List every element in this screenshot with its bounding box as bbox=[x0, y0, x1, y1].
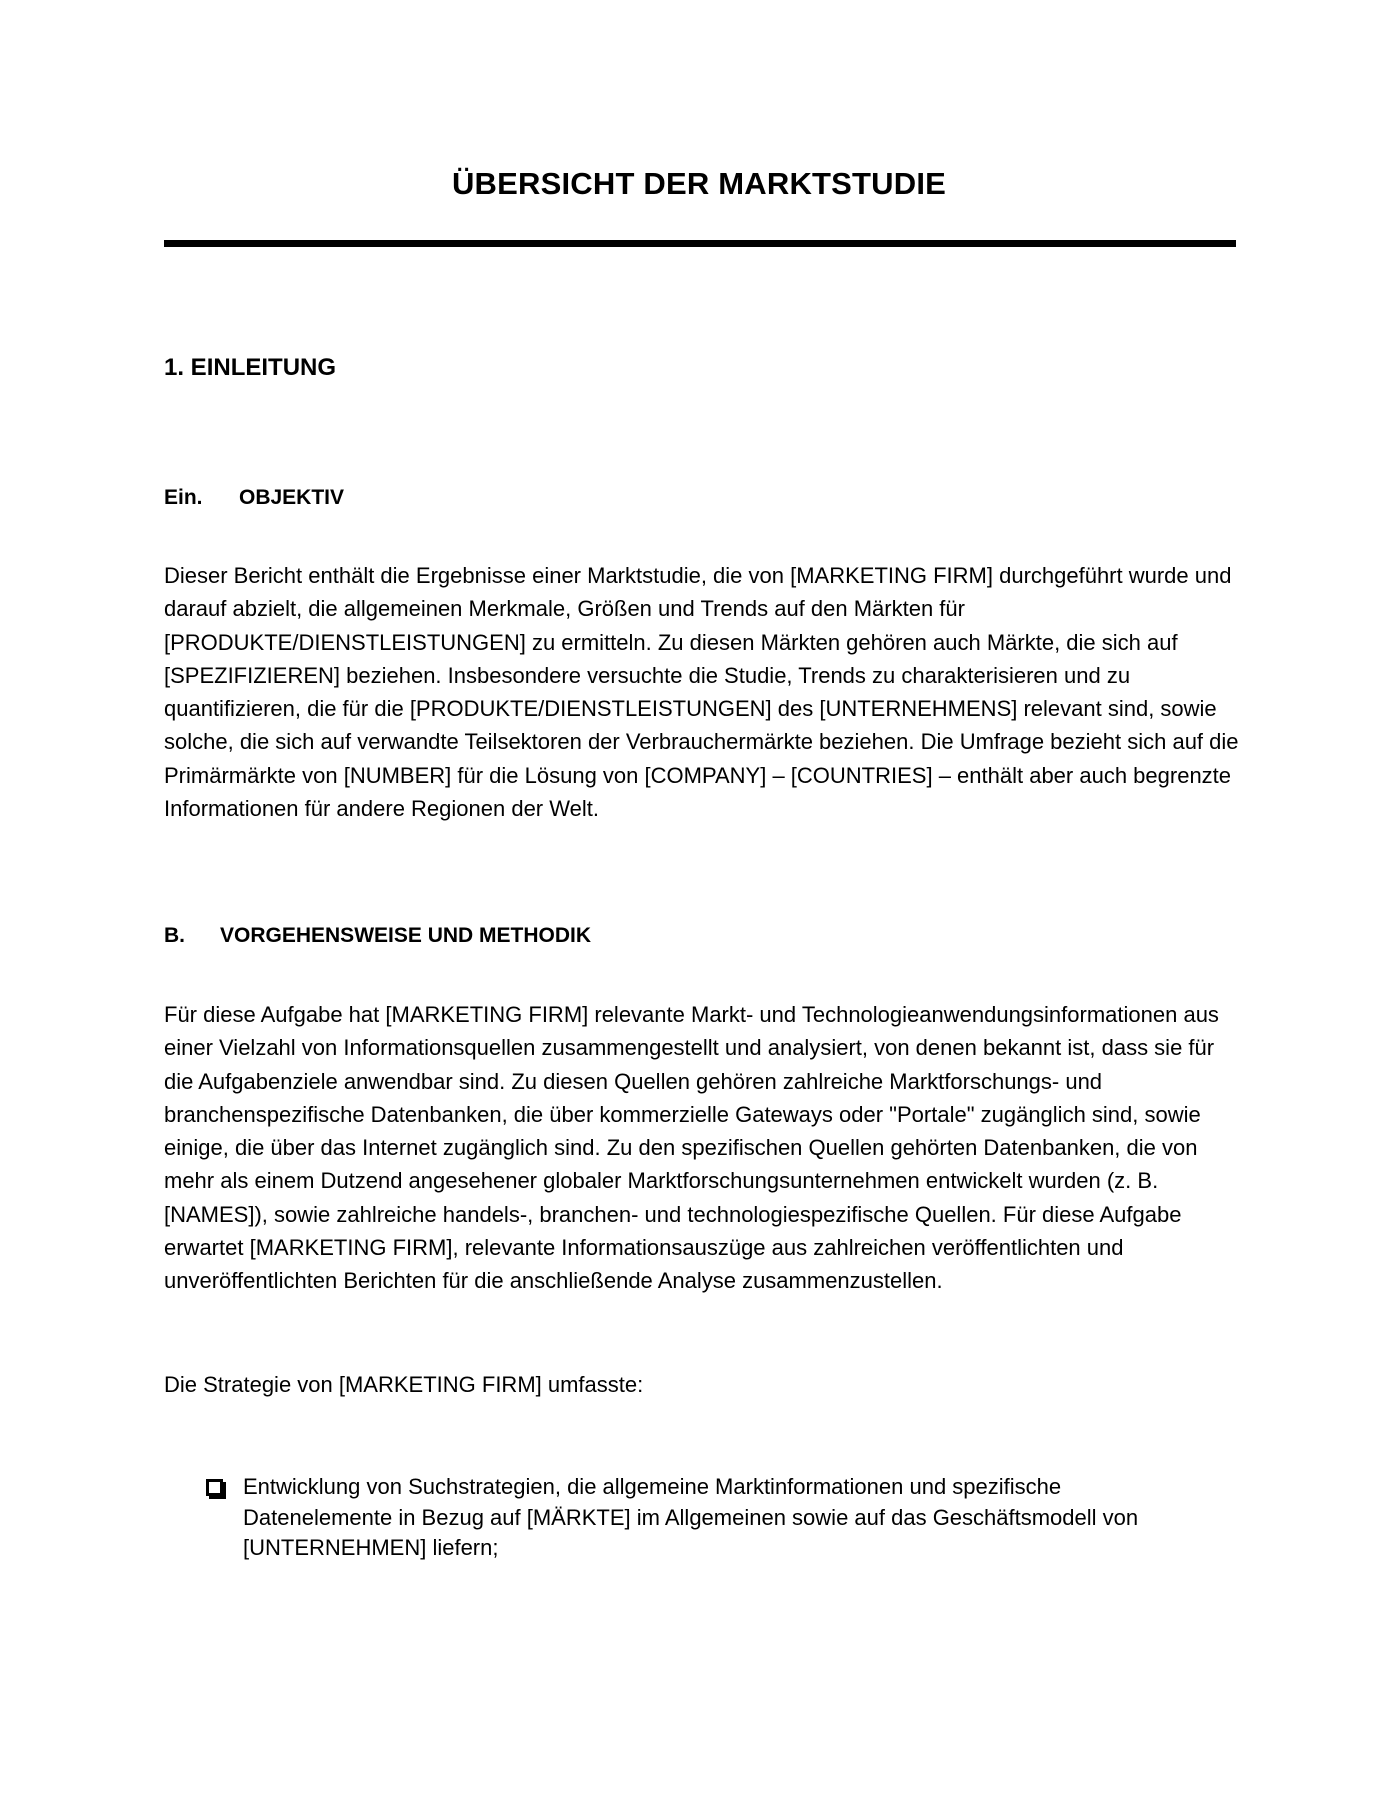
document-title: ÜBERSICHT DER MARKTSTUDIE bbox=[451, 166, 947, 201]
list-item bbox=[206, 1472, 1206, 1564]
subsection-heading-methodology bbox=[164, 924, 591, 948]
subsection-label: B. bbox=[164, 924, 185, 947]
objective-paragraph: Dieser Bericht enthält die Ergebnisse einer Marktstudie, die von [MARKETING FIRM] durchgeführt wurde und darauf abzielt, die allgemeinen Merkmale, Größen und Trends auf den Märkten für [PRODUKTE/DIENSTLEISTUNGEN] zu ermitteln. Zu diesen Märkten gehören auch Märkte, die sich auf [SPEZIFIZIEREN] beziehen. Insbesondere versuchte die Studie, Trends zu charakterisieren und zu quantifizieren, die für die [PRODUKTE/DIENSTLEISTUNGEN] des [UNTERNEHMENS] relevant sind, sowie solche, die sich auf verwandte Teilsektoren der Verbrauchermärkte beziehen. Die Umfrage bezieht sich auf die Primärmärkte von [NUMBER] für die Lösung von [COMPANY] – [COUNTRIES] – enthält aber auch begrenzte Informationen für andere Regionen der Welt. bbox=[164, 563, 1239, 822]
section-heading-introduction: 1. EINLEITUNG bbox=[164, 354, 337, 381]
list-item-text: Entwicklung von Suchstrategien, die allgemeine Marktinformationen und spezifische Datenelemente in Bezug auf [MÄRKTE] im Allgemeinen sowie auf das Geschäftsmodell von [UNTERNEHMEN] liefern; bbox=[243, 1474, 1139, 1560]
checkbox-icon bbox=[206, 1479, 223, 1496]
subsection-heading-objective bbox=[164, 486, 344, 510]
subsection-title: VORGEHENSWEISE UND METHODIK bbox=[220, 924, 592, 947]
methodology-paragraph: Für diese Aufgabe hat [MARKETING FIRM] relevante Markt- und Technologieanwendungsinformationen aus einer Vielzahl von Informationsquellen zusammengestellt und analysiert, von denen bekannt ist, dass sie für die Aufgabenziele anwendbar sind. Zu diesen Quellen gehören zahlreiche Marktforschungs- und branchenspezifische Datenbanken, die über kommerzielle Gateways oder "Portale" zugänglich sind, sowie einige, die über das Internet zugänglich sind. Zu den spezifischen Quellen gehörten Datenbanken, die von mehr als einem Dutzend angesehener globaler Marktforschungsunternehmen entwickelt wurden (z. B. [NAMES]), sowie zahlreiche handels-, branchen- und technologiespezifische Quellen. Für diese Aufgabe erwartet [MARKETING FIRM], relevante Informationsauszüge aus zahlreichen veröffentlichten und unveröffentlichten Berichten für die anschließende Analyse zusammenzustellen. bbox=[164, 1002, 1219, 1294]
strategy-intro: Die Strategie von [MARKETING FIRM] umfasste: bbox=[164, 1372, 644, 1397]
title-divider bbox=[164, 240, 1236, 247]
subsection-label: Ein. bbox=[164, 486, 203, 509]
subsection-title: OBJEKTIV bbox=[239, 486, 345, 509]
